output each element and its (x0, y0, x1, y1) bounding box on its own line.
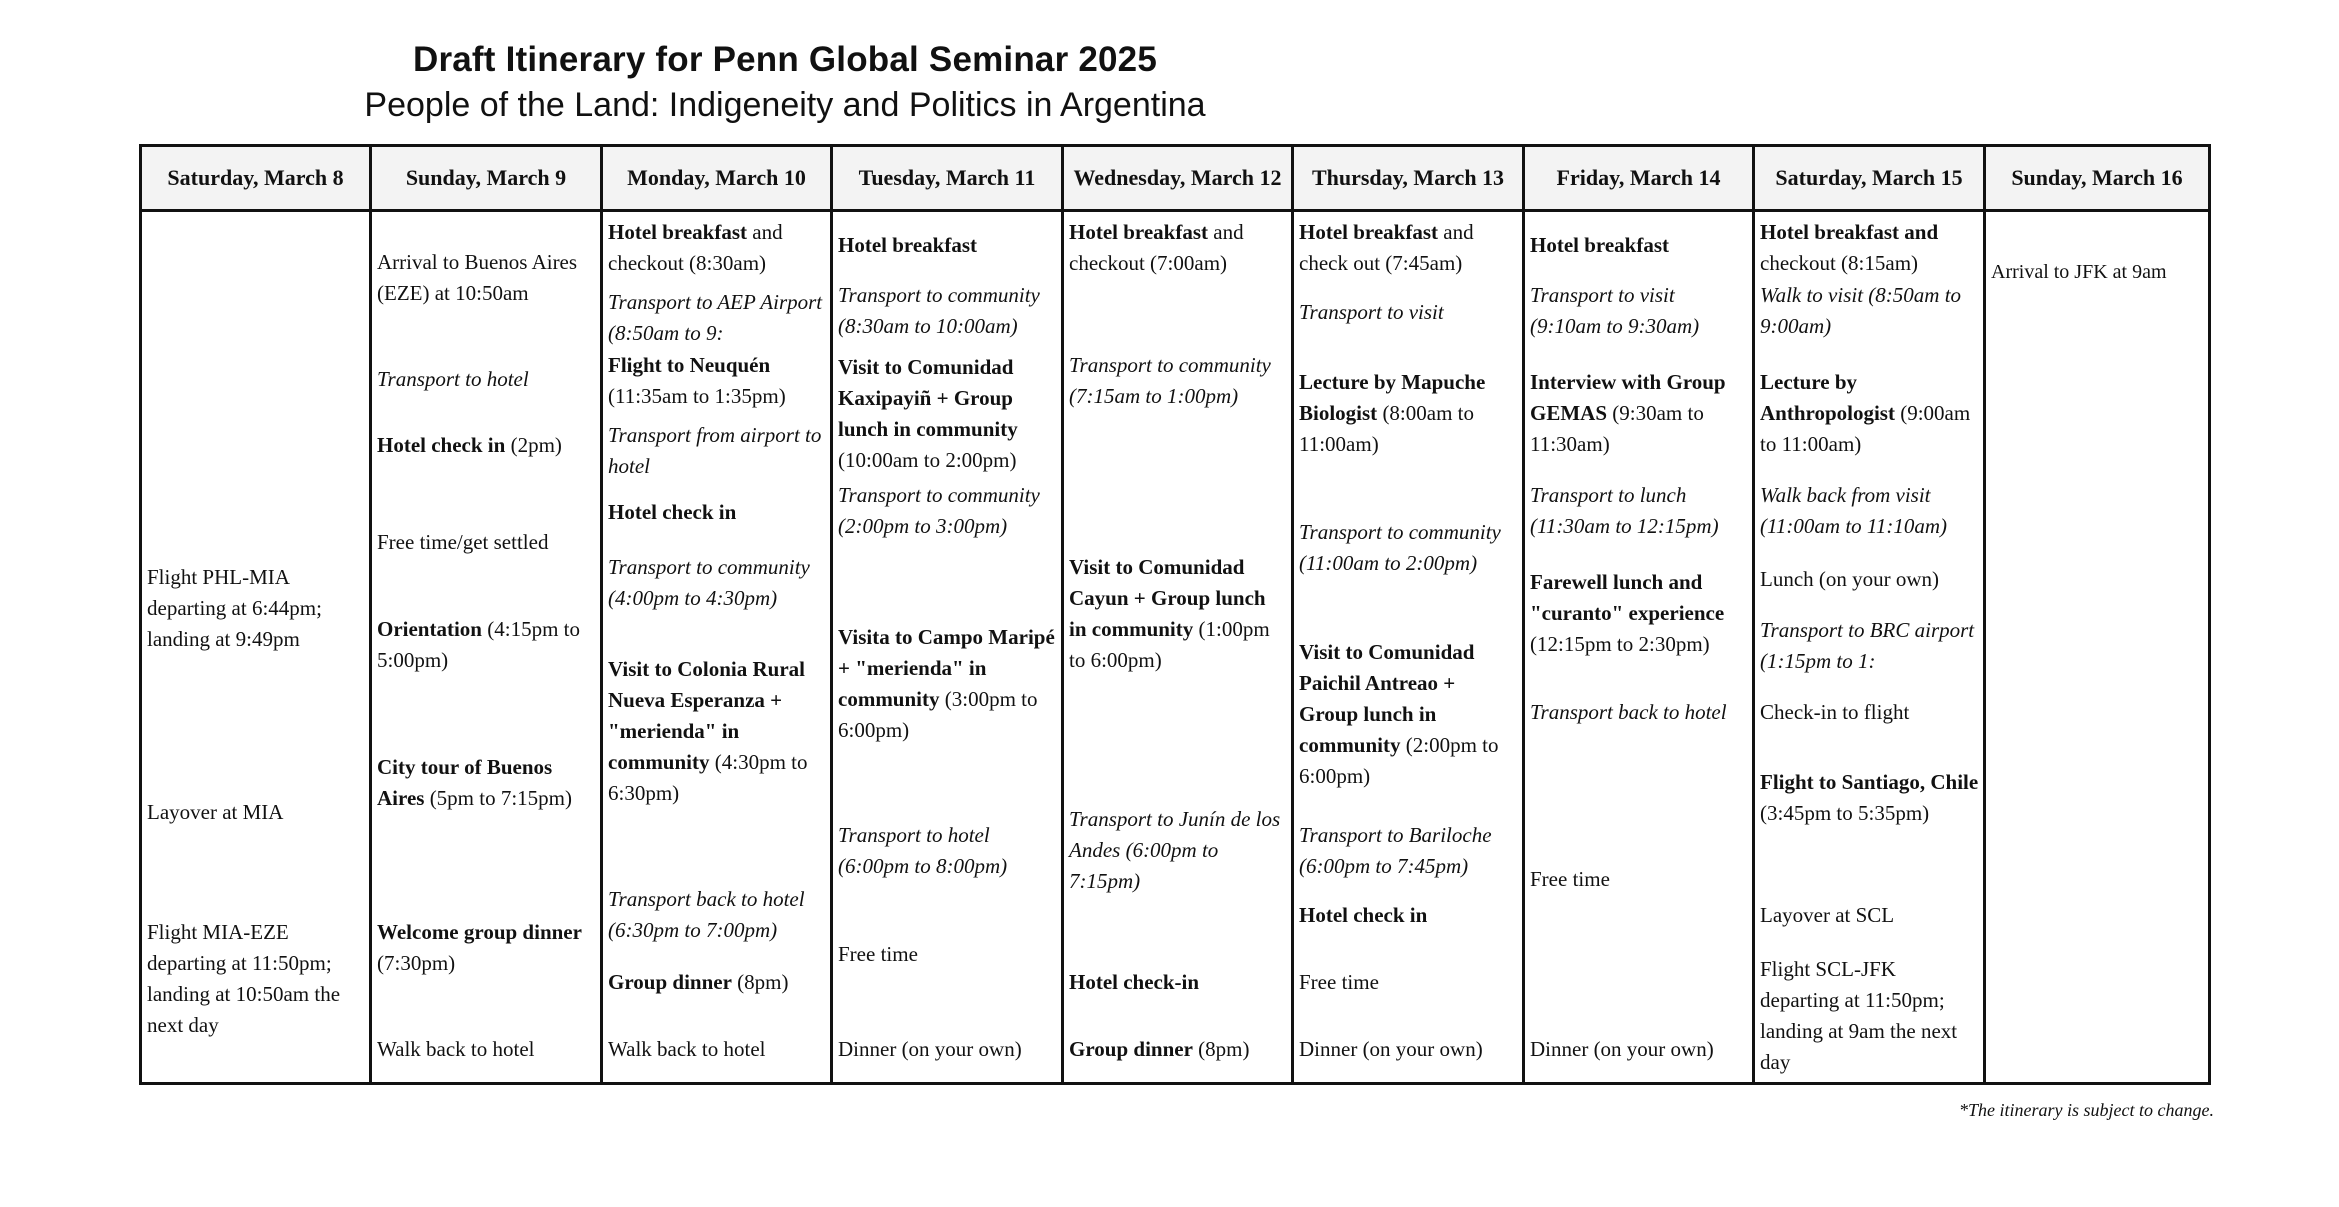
schedule-event: Lecture by Anthropologist (9:00am to 11:00am) (1760, 370, 1971, 456)
schedule-event: Walk back to hotel (608, 1037, 766, 1061)
schedule-event: Hotel check in (1299, 903, 1428, 927)
footnote: *The itinerary is subject to change. (1959, 1100, 2214, 1120)
day-header: Friday, March 14 (1524, 146, 1754, 211)
schedule-event: Transport to hotel (377, 367, 529, 391)
schedule-event: Flight to Neuquén (11:35am to 1:35pm) (608, 353, 786, 408)
schedule-event: Lecture by Mapuche Biologist (8:00am to 11:00am) (1299, 370, 1486, 456)
schedule-event: Hotel breakfast and checkout (8:15am) (1760, 220, 1939, 275)
day-header: Tuesday, March 11 (832, 146, 1063, 211)
schedule-event: Arrival to JFK at 9am (1991, 261, 2167, 283)
schedule-event: Visit to Comunidad Paichil Antreao + Group lunch in community (2:00pm to 6:00pm) (1299, 640, 1499, 788)
schedule-event: Transport back to hotel (1530, 700, 1727, 724)
schedule-event: Lunch (on your own) (1760, 567, 1940, 591)
schedule-event: Group dinner (8pm) (1069, 1037, 1250, 1061)
schedule-event: Transport to BRC airport (1:15pm to 1: (1760, 618, 1975, 673)
schedule-event: Arrival to Buenos Aires (EZE) at 10:50am (377, 250, 578, 305)
schedule-event: Flight MIA-EZE departing at 11:50pm; landing at 10:50am the next day (147, 920, 341, 1037)
day-header-row (141, 146, 2210, 211)
schedule-event: Group dinner (8pm) (608, 970, 789, 994)
schedule-event: Transport back to hotel (6:30pm to 7:00pm) (608, 887, 805, 942)
schedule-event: Transport to community (2:00pm to 3:00pm) (838, 483, 1040, 538)
page-subtitle: People of the Land: Indigeneity and Politics in Argentina (364, 86, 1206, 124)
day-column-wed-mar-12 (1063, 211, 1293, 1084)
schedule-event: Walk back to hotel (377, 1037, 535, 1061)
schedule-event: Interview with Group GEMAS (9:30am to 11:30am) (1530, 370, 1726, 456)
day-header: Saturday, March 15 (1754, 146, 1985, 211)
schedule-event: Hotel check in (608, 500, 737, 524)
schedule-event: Check-in to flight (1760, 700, 1910, 724)
schedule-event: Hotel breakfast (838, 233, 978, 257)
day-header: Thursday, March 13 (1293, 146, 1524, 211)
schedule-event: Layover at MIA (147, 800, 284, 824)
day-header: Sunday, March 16 (1985, 146, 2210, 211)
day-header: Monday, March 10 (602, 146, 832, 211)
schedule-event: Transport to visit (9:10am to 9:30am) (1530, 283, 1700, 338)
day-column-tue-mar-11 (832, 211, 1063, 1084)
schedule-event: Transport to visit (1299, 300, 1444, 324)
schedule-event: Layover at SCL (1760, 903, 1895, 927)
day-header: Sunday, March 9 (371, 146, 602, 211)
schedule-event: Free time (838, 942, 918, 966)
day-column-sat-mar-15 (1754, 211, 1985, 1084)
day-column-thu-mar-13 (1293, 211, 1524, 1084)
schedule-event: Hotel breakfast and checkout (7:00am) (1069, 220, 1244, 275)
schedule-event: Free time/get settled (377, 530, 549, 554)
schedule-event: Walk back from visit (11:00am to 11:10am) (1760, 483, 1948, 538)
schedule-event: Flight to Santiago, Chile (3:45pm to 5:35pm) (1760, 770, 1979, 825)
schedule-event: Free time (1299, 970, 1379, 994)
day-column-sun-mar-16 (1985, 211, 2210, 1084)
page-title: Draft Itinerary for Penn Global Seminar 2025 (412, 40, 1158, 79)
schedule-event: Transport to hotel (6:00pm to 8:00pm) (838, 823, 1008, 878)
schedule-row (141, 211, 2210, 1084)
schedule-event: Transport to Bariloche (6:00pm to 7:45pm) (1299, 823, 1492, 878)
schedule-event: Dinner (on your own) (838, 1037, 1022, 1061)
schedule-event: Transport to lunch (11:30am to 12:15pm) (1530, 483, 1719, 538)
schedule-event: Farewell lunch and "curanto" experience (12:15pm to 2:30pm) (1530, 570, 1725, 656)
itinerary-table (139, 144, 2211, 1085)
schedule-event: Orientation (4:15pm to 5:00pm) (377, 617, 580, 672)
schedule-event: Dinner (on your own) (1299, 1037, 1483, 1061)
schedule-event: Hotel check-in (1069, 970, 1200, 994)
day-column-fri-mar-14 (1524, 211, 1754, 1084)
day-header: Wednesday, March 12 (1063, 146, 1293, 211)
schedule-event: Hotel check in (2pm) (377, 433, 562, 457)
schedule-event: Transport to community (11:00am to 2:00pm) (1299, 520, 1501, 575)
day-header: Saturday, March 8 (141, 146, 371, 211)
schedule-event: Walk to visit (8:50am to 9:00am) (1760, 283, 1962, 338)
schedule-event: Flight SCL-JFK departing at 11:50pm; landing at 9am the next day (1760, 957, 1958, 1074)
day-column-mon-mar-10 (602, 211, 832, 1084)
schedule-event: City tour of Buenos Aires (5pm to 7:15pm) (377, 755, 573, 810)
schedule-event: Visit to Comunidad Kaxipayiñ + Group lunch in community (10:00am to 2:00pm) (838, 355, 1018, 472)
schedule-event: Visit to Colonia Rural Nueva Esperanza + "merienda" in community (4:30pm to 6:30pm) (608, 657, 808, 805)
schedule-event: Transport to AEP Airport (8:50am to 9: (608, 290, 823, 345)
schedule-event: Hotel breakfast and checkout (8:30am) (608, 220, 783, 275)
schedule-event: Transport to community (8:30am to 10:00am) (838, 283, 1040, 338)
schedule-event: Visit to Comunidad Cayun + Group lunch in community (1:00pm to 6:00pm) (1069, 555, 1270, 672)
schedule-event: Transport to Junín de los Andes (6:00pm to 7:15pm) (1069, 807, 1281, 893)
schedule-event: Transport to community (4:00pm to 4:30pm) (608, 555, 810, 610)
schedule-event: Hotel breakfast (1530, 233, 1670, 257)
schedule-event: Dinner (on your own) (1530, 1037, 1714, 1061)
schedule-event: Transport from airport to hotel (608, 423, 822, 478)
schedule-event: Welcome group dinner (7:30pm) (377, 920, 582, 975)
schedule-event: Hotel breakfast and check out (7:45am) (1299, 220, 1474, 275)
schedule-event: Flight PHL-MIA departing at 6:44pm; landing at 9:49pm (147, 565, 322, 651)
day-column-sat-mar-8 (141, 211, 371, 1084)
schedule-event: Transport to community (7:15am to 1:00pm) (1069, 353, 1271, 408)
schedule-event: Visita to Campo Maripé + "merienda" in community (3:00pm to 6:00pm) (838, 625, 1055, 742)
day-column-sun-mar-9 (371, 211, 602, 1084)
schedule-event: Free time (1530, 867, 1610, 891)
